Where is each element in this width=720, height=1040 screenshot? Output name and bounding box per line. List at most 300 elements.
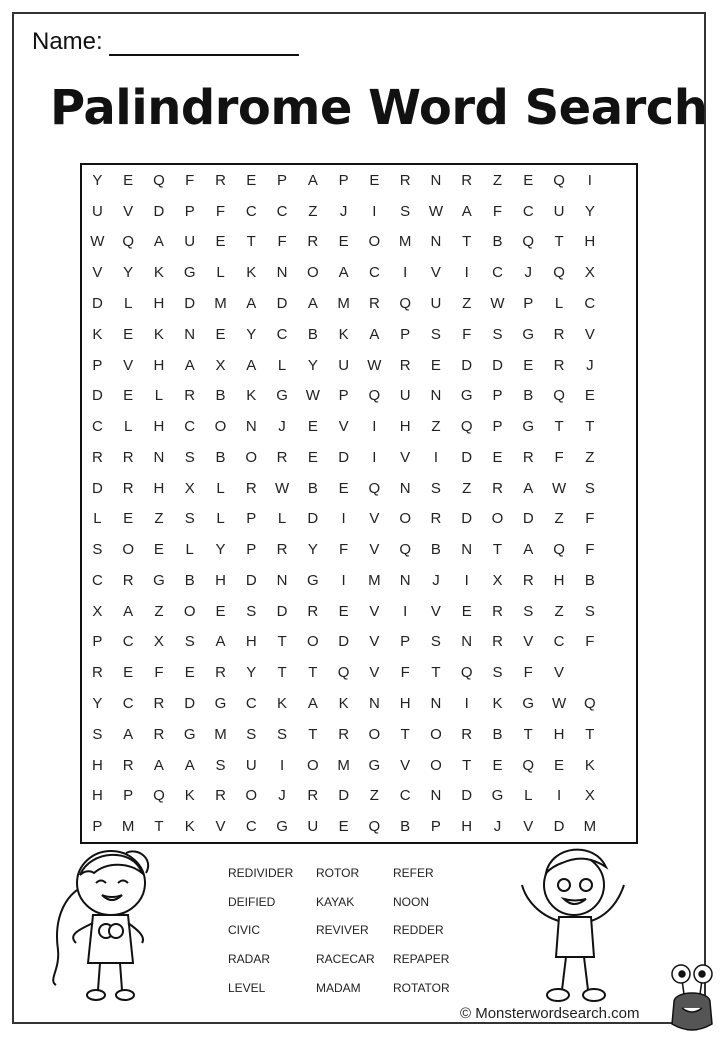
word-list-item: REFER (393, 866, 434, 880)
grid-letter: H (584, 233, 596, 251)
grid-letter: L (123, 418, 133, 436)
grid-letter: R (492, 602, 503, 620)
grid-letter: T (554, 418, 564, 436)
grid-letter: R (307, 233, 319, 251)
grid-letter: P (338, 171, 349, 189)
grid-letter: V (400, 756, 411, 774)
grid-letter: P (92, 818, 103, 836)
grid-letter: R (522, 448, 534, 466)
grid-letter: T (585, 418, 595, 436)
grid-letter: Y (215, 541, 226, 559)
grid-letter: D (245, 571, 257, 589)
grid-letter: M (214, 725, 227, 743)
grid-letter: F (585, 633, 595, 651)
grid-letter: I (403, 602, 408, 620)
grid-letter: G (522, 418, 535, 436)
grid-letter: Y (246, 664, 257, 682)
grid-letter: K (492, 695, 503, 713)
grid-letter: A (307, 695, 318, 713)
grid-letter: Q (368, 479, 381, 497)
grid-letter: X (215, 356, 226, 374)
grid-letter: C (245, 695, 257, 713)
grid-letter: H (461, 818, 473, 836)
grid-letter: O (399, 510, 411, 528)
grid-letter: O (214, 418, 227, 436)
word-list-item: DEIFIED (228, 894, 276, 909)
grid-letter: E (153, 541, 164, 559)
grid-letter: N (461, 633, 473, 651)
grid-letter: J (432, 571, 440, 589)
grid-letter: R (122, 448, 134, 466)
grid-letter: W (90, 233, 105, 251)
grid-letter: T (400, 725, 410, 743)
grid-letter (605, 165, 636, 196)
grid-letter: D (461, 510, 473, 528)
grid-letter: K (338, 325, 349, 343)
grid-letter: X (584, 787, 595, 805)
grid-letter: L (554, 294, 564, 312)
grid-letter: V (584, 325, 595, 343)
grid-letter: C (522, 202, 534, 220)
grid-letter: W (551, 479, 567, 497)
grid-letter: O (368, 233, 381, 251)
grid-letter: Y (307, 541, 318, 559)
grid-letter: X (584, 264, 595, 282)
word-list-item: KAYAK (316, 894, 355, 909)
grid-letter: W (367, 356, 382, 374)
grid-letter: Z (154, 510, 164, 528)
grid-letter: H (553, 725, 565, 743)
grid-letter: U (91, 202, 103, 220)
grid-letter: L (185, 541, 194, 559)
grid-letter: Z (554, 510, 564, 528)
grid-letter: D (91, 479, 103, 497)
grid-letter (605, 380, 636, 411)
grid-letter: A (123, 602, 134, 620)
grid-letter (605, 596, 636, 627)
grid-letter: T (154, 818, 164, 836)
grid-letter: G (276, 818, 288, 836)
grid-letter: F (185, 171, 195, 189)
grid-letter: Z (554, 602, 564, 620)
grid-letter: S (430, 479, 441, 497)
grid-letter: F (554, 448, 564, 466)
grid-letter: E (123, 171, 134, 189)
grid-letter: N (276, 264, 288, 282)
grid-letter: Z (585, 448, 595, 466)
grid-letter: I (372, 418, 377, 436)
grid-letter: R (553, 325, 565, 343)
grid-letter: R (122, 571, 134, 589)
grid-letter: D (461, 356, 473, 374)
word-list-item: REDDER (393, 923, 444, 938)
grid-letter: N (461, 541, 473, 559)
grid-letter: T (462, 756, 472, 774)
grid-letter: Q (399, 294, 411, 312)
name-label: Name: (32, 28, 103, 55)
grid-letter: T (554, 233, 564, 251)
grid-letter: G (522, 325, 535, 343)
grid-letter: D (184, 294, 196, 312)
monster-logo-icon (668, 962, 716, 1034)
grid-letter: R (184, 387, 196, 405)
name-line (109, 30, 299, 56)
grid-letter: K (338, 695, 349, 713)
grid-letter: F (585, 510, 595, 528)
word-list-item: MADAM (316, 980, 361, 995)
grid-letter (605, 565, 636, 596)
grid-letter (605, 811, 636, 842)
grid-letter: B (584, 571, 595, 589)
grid-letter: R (122, 756, 134, 774)
grid-letter: U (338, 356, 350, 374)
grid-letter: Q (522, 233, 535, 251)
grid-letter: W (274, 479, 290, 497)
grid-letter: P (338, 387, 349, 405)
grid-letter: D (91, 387, 103, 405)
grid-letter: Q (122, 233, 134, 251)
grid-letter: C (492, 264, 503, 282)
grid-letter: K (277, 695, 288, 713)
grid-letter: N (245, 418, 257, 436)
grid-letter: M (368, 571, 381, 589)
grid-letter: S (246, 725, 257, 743)
grid-letter: C (276, 325, 288, 343)
grid-letter: R (461, 171, 473, 189)
grid-letter: B (215, 448, 226, 466)
grid-letter: E (307, 418, 318, 436)
grid-letter: O (491, 510, 504, 528)
grid-letter: A (123, 725, 134, 743)
grid-letter: K (246, 387, 257, 405)
grid-letter: E (215, 325, 226, 343)
grid-letter: Q (460, 664, 473, 682)
grid-letter: N (399, 479, 411, 497)
grid-letter: P (92, 356, 103, 374)
grid-letter: L (277, 356, 287, 374)
grid-letter: V (523, 818, 534, 836)
grid-letter: Q (553, 387, 565, 405)
grid-letter: Q (337, 664, 350, 682)
grid-letter: A (523, 541, 534, 559)
grid-letter (574, 657, 605, 688)
grid-letter: N (430, 387, 442, 405)
grid-letter: O (306, 264, 319, 282)
grid-letter: Y (584, 202, 595, 220)
grid-letter: X (184, 479, 195, 497)
grid-letter: Z (431, 418, 441, 436)
grid-letter: W (428, 202, 444, 220)
grid-letter (605, 719, 636, 750)
grid-letter: Y (92, 171, 103, 189)
word-list-item: REPAPER (393, 952, 450, 967)
grid-letter: D (338, 787, 350, 805)
grid-letter: I (372, 448, 377, 466)
grid-letter: Y (307, 356, 318, 374)
grid-letter (605, 504, 636, 535)
grid-letter: D (184, 695, 196, 713)
grid-letter: U (245, 756, 257, 774)
grid-letter: S (277, 725, 288, 743)
grid-letter: A (307, 294, 318, 312)
grid-letter: E (307, 448, 318, 466)
grid-letter: Q (368, 387, 381, 405)
grid-letter: D (153, 202, 165, 220)
grid-letter: P (400, 325, 411, 343)
grid-letter: G (183, 725, 196, 743)
grid-letter: F (523, 664, 533, 682)
grid-letter: V (430, 264, 441, 282)
grid-letter: G (153, 571, 165, 589)
grid-letter: V (523, 633, 534, 651)
grid-letter: X (153, 633, 164, 651)
grid-letter: Q (368, 818, 381, 836)
grid-letter: S (215, 756, 226, 774)
grid-letter: M (337, 294, 350, 312)
grid-letter: M (214, 294, 227, 312)
grid-letter: R (276, 448, 288, 466)
grid-letter: H (245, 633, 257, 651)
grid-letter: O (430, 725, 442, 743)
grid-letter: P (430, 818, 441, 836)
grid-letter: K (246, 264, 257, 282)
grid-letter: E (184, 664, 195, 682)
grid-letter: H (91, 756, 103, 774)
grid-letter: J (278, 787, 286, 805)
grid-letter: C (245, 202, 257, 220)
grid-letter: W (305, 387, 320, 405)
grid-letter: K (153, 264, 164, 282)
grid-letter: B (523, 387, 534, 405)
grid-letter: G (183, 264, 196, 282)
grid-letter: S (400, 202, 411, 220)
grid-letter: A (246, 356, 257, 374)
grid-letter: M (337, 756, 350, 774)
grid-letter: D (91, 294, 103, 312)
grid-letter: E (123, 510, 134, 528)
grid-letter: I (464, 695, 469, 713)
grid-letter: T (523, 725, 533, 743)
grid-letter: R (215, 171, 226, 189)
grid-letter: E (430, 356, 441, 374)
credit-text: © Monsterwordsearch.com (460, 1005, 640, 1022)
grid-letter: Z (462, 479, 472, 497)
grid-letter: J (524, 264, 533, 282)
grid-letter: J (493, 818, 502, 836)
word-list-item: REVIVER (316, 923, 369, 938)
grid-letter: A (184, 756, 195, 774)
grid-letter: R (492, 633, 503, 651)
grid-letter: N (276, 571, 288, 589)
grid-letter: A (523, 479, 534, 497)
grid-letter: C (184, 418, 196, 436)
word-list-item: LEVEL (228, 980, 266, 995)
grid-letter: V (369, 510, 380, 528)
grid-letter: L (216, 264, 225, 282)
grid-letter: H (399, 695, 411, 713)
grid-letter: S (92, 725, 103, 743)
grid-letter: I (433, 448, 439, 466)
grid-letter: Q (399, 541, 411, 559)
grid-letter: Q (460, 418, 473, 436)
grid-letter: T (277, 633, 287, 651)
grid-letter: R (368, 294, 380, 312)
grid-letter: N (430, 695, 442, 713)
grid-letter (605, 288, 636, 319)
grid-letter: Z (369, 787, 379, 805)
grid-letter: B (184, 571, 195, 589)
grid-letter: R (338, 725, 350, 743)
grid-letter: R (522, 571, 534, 589)
grid-letter: E (338, 233, 349, 251)
grid-letter: F (215, 202, 226, 220)
grid-letter: T (431, 664, 441, 682)
grid-letter (605, 350, 636, 381)
grid-letter: A (307, 171, 318, 189)
grid-letter: I (372, 202, 377, 220)
grid-letter: X (492, 571, 503, 589)
grid-letter (605, 196, 636, 227)
grid-letter: S (246, 602, 257, 620)
grid-letter: R (307, 602, 319, 620)
grid-letter: D (553, 818, 565, 836)
grid-letter (605, 319, 636, 350)
grid-letter: N (430, 233, 442, 251)
grid-letter: C (368, 264, 380, 282)
grid-letter: Z (154, 602, 164, 620)
grid-letter: C (91, 418, 103, 436)
grid-letter: N (399, 571, 411, 589)
grid-letter: T (585, 725, 595, 743)
grid-letter: O (430, 756, 442, 774)
grid-letter (605, 688, 636, 719)
grid-letter: J (339, 202, 348, 220)
grid-letter: V (369, 602, 380, 620)
grid-letter: H (553, 571, 565, 589)
grid-letter: Q (522, 756, 535, 774)
grid-letter: E (338, 479, 349, 497)
grid-letter: R (553, 356, 565, 374)
grid-letter: Z (462, 294, 472, 312)
grid-letter: K (184, 818, 195, 836)
grid-letter: G (276, 387, 288, 405)
word-list-item: ROTATOR (393, 980, 450, 995)
grid-letter: V (338, 418, 349, 436)
grid-letter: V (92, 264, 103, 282)
grid-letter: E (215, 602, 226, 620)
grid-letter: B (492, 725, 503, 743)
grid-letter: N (153, 448, 165, 466)
grid-letter: O (306, 633, 319, 651)
grid-letter: F (585, 541, 595, 559)
grid-letter (605, 534, 636, 565)
grid-letter: L (93, 510, 102, 528)
grid-letter: D (276, 294, 288, 312)
grid-letter: A (369, 325, 380, 343)
grid-letter: V (123, 356, 134, 374)
grid-letter: C (553, 633, 565, 651)
grid-letter: N (430, 171, 442, 189)
grid-letter: R (399, 171, 411, 189)
grid-letter: T (308, 664, 318, 682)
grid-letter: G (460, 387, 473, 405)
grid-letter: U (553, 202, 565, 220)
grid-letter: U (430, 294, 442, 312)
grid-letter: H (153, 356, 165, 374)
grid-letter: O (183, 602, 196, 620)
grid-letter: D (338, 633, 350, 651)
grid-letter: I (403, 264, 408, 282)
grid-letter: Q (553, 264, 565, 282)
grid-letter: P (184, 202, 195, 220)
grid-letter: S (523, 602, 534, 620)
grid-letter: R (91, 448, 103, 466)
grid-letter: O (368, 725, 381, 743)
grid-letter: W (551, 695, 567, 713)
grid-letter: Z (492, 171, 503, 189)
grid-letter: N (184, 325, 196, 343)
grid-letter (605, 473, 636, 504)
page-title: Palindrome Word Search (50, 80, 708, 136)
grid-letter: A (215, 633, 226, 651)
grid-letter: D (307, 510, 319, 528)
grid-letter: I (464, 571, 469, 589)
word-list (228, 866, 473, 1009)
grid-letter: T (246, 233, 256, 251)
grid-letter: R (430, 510, 442, 528)
grid-letter: N (430, 787, 442, 805)
grid-letter: K (92, 325, 103, 343)
grid-letter: U (399, 387, 411, 405)
name-row (32, 28, 299, 56)
grid-letter (605, 780, 636, 811)
grid-letter: Q (153, 171, 165, 189)
grid-letter: R (492, 479, 503, 497)
grid-letter: K (153, 325, 164, 343)
girl-illustration (38, 845, 158, 1010)
grid-letter: H (153, 479, 165, 497)
grid-letter: T (308, 725, 318, 743)
grid-letter: G (491, 787, 504, 805)
grid-letter: M (583, 818, 597, 836)
grid-letter: S (184, 633, 195, 651)
grid-letter: B (492, 233, 503, 251)
grid-letter: F (492, 202, 503, 220)
grid-letter: S (430, 633, 441, 651)
grid-letter: R (122, 479, 134, 497)
grid-letter: A (246, 294, 257, 312)
grid-letter: L (123, 294, 133, 312)
grid-letter: Q (583, 695, 596, 713)
grid-letter: Y (246, 325, 257, 343)
grid-letter (605, 750, 636, 781)
grid-letter: H (153, 418, 165, 436)
grid-letter: E (523, 356, 534, 374)
grid-letter (605, 442, 636, 473)
grid-letter: Q (553, 541, 565, 559)
grid-letter: E (369, 171, 380, 189)
grid-letter: E (338, 602, 349, 620)
grid-letter: E (246, 171, 257, 189)
grid-letter: P (400, 633, 411, 651)
grid-letter: R (399, 356, 411, 374)
grid-letter: F (277, 233, 287, 251)
grid-letter: S (92, 541, 103, 559)
grid-letter: O (306, 756, 319, 774)
grid-letter: R (245, 479, 257, 497)
grid-letter: E (492, 756, 503, 774)
grid-letter: H (153, 294, 165, 312)
